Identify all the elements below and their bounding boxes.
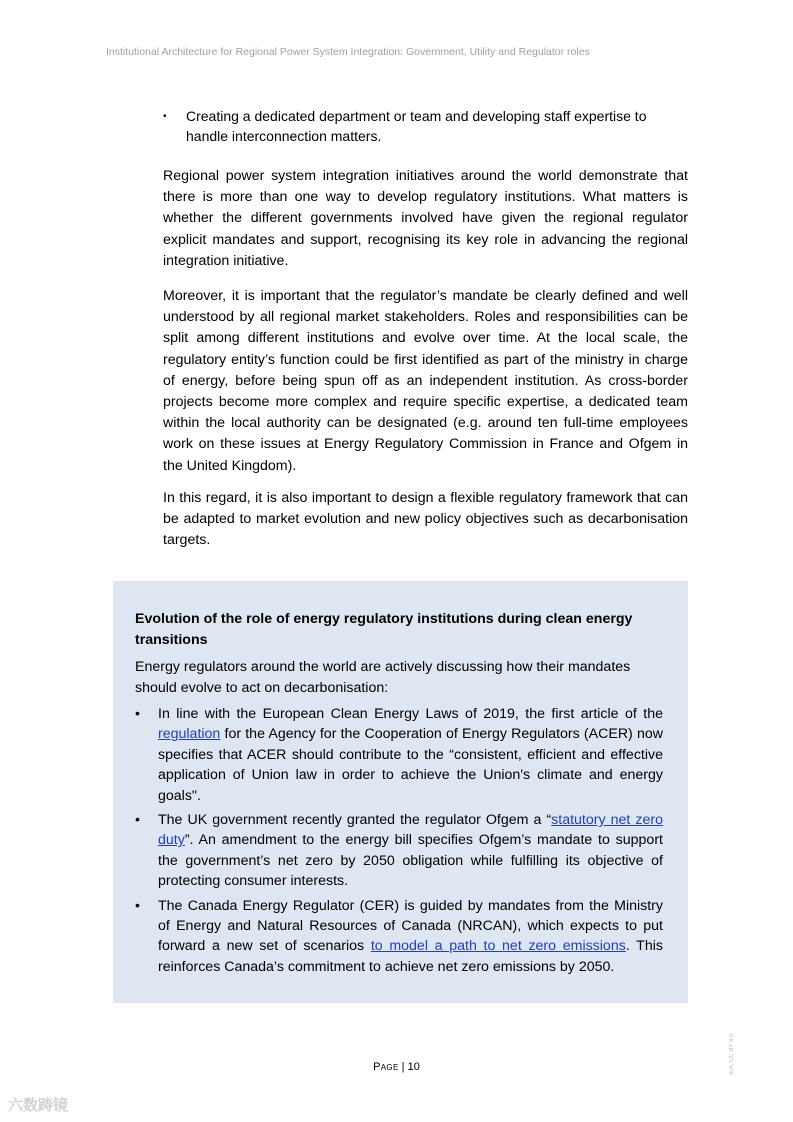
paragraph: Moreover, it is important that the regulator’s mandate be clearly defined and well understood by all regional market stakeholders. Roles and responsibilities can be split among different institutions and evolve over time. At the local scale, the regulatory entity’s function could be first identified as part of the ministry in charge of energy, before being spun off as an independent institution. As cross-border projects become more complex and require specific expertise, a dedicated team within the local authority can be designated (e.g. around ten full-time employees work on these issues at Energy Regulatory Commission in France and Ofgem in the United Kingdom). bbox=[163, 288, 688, 474]
item-text-after: . This reinforces Canada’s commitment to achieve net zero emissions by 2050. bbox=[158, 938, 663, 975]
bullet-icon: • bbox=[135, 897, 140, 914]
running-header: Institutional Architecture for Regional Power System Integration: Government, Utility and Regulator roles bbox=[106, 46, 590, 58]
statutory-net-zero-duty-link[interactable]: statutory net zero duty bbox=[158, 812, 663, 849]
paragraph: Regional power system integration initiatives around the world demonstrate that there is more than one way to develop regulatory institutions. What matters is whether the different governments involved have given the regional regulator explicit mandates and support, recognising its key role in advancing the regional integration initiative. bbox=[163, 168, 688, 269]
page-separator: | bbox=[398, 1061, 408, 1073]
page-label: Page bbox=[373, 1061, 399, 1073]
net-zero-path-link[interactable]: to model a path to net zero emissions bbox=[370, 938, 626, 955]
license-note: IEA. CC BY 4.0. bbox=[729, 1032, 735, 1075]
bullet-icon: • bbox=[135, 706, 140, 722]
item-text-before: In line with the European Clean Energy Laws of 2019, the first article of the bbox=[158, 706, 663, 722]
regulation-link[interactable]: regulation bbox=[158, 726, 221, 743]
box-bullet-list bbox=[135, 704, 663, 981]
info-box bbox=[113, 581, 688, 1003]
bullet-icon: • bbox=[163, 111, 167, 122]
list-item bbox=[135, 704, 663, 806]
paragraph: In this regard, it is also important to design a flexible regulatory framework that can be adapted to market evolution and new policy objectives such as decarbonisation targets. bbox=[163, 490, 688, 549]
item-text-before: The UK government recently granted the regulator Ofgem a “ bbox=[158, 812, 552, 829]
list-item bbox=[135, 810, 663, 892]
list-item bbox=[135, 896, 663, 978]
bullet-icon: • bbox=[135, 812, 140, 829]
item-text-after: ”. An amendment to the energy bill specifies Ofgem’s mandate to support the government’s net zero by 2050 obligation while fulfilling its objective of protecting consumer interests. bbox=[158, 832, 663, 890]
page-number: 10 bbox=[407, 1061, 420, 1073]
page-footer bbox=[0, 1061, 793, 1073]
box-intro: Energy regulators around the world are actively discussing how their mandates should evolve to act on decarbonisation: bbox=[135, 659, 631, 696]
item-text-before: The Canada Energy Regulator (CER) is guided by mandates from the Ministry of Energy and Natural Resources of Canada (NRCAN), which expects to put forward a new set of scenarios bbox=[158, 897, 663, 955]
box-title: Evolution of the role of energy regulatory institutions during clean energy transitions bbox=[135, 611, 633, 648]
top-bullet-item bbox=[163, 106, 688, 146]
watermark: 六数踌镜 bbox=[8, 1097, 69, 1114]
item-text-after: for the Agency for the Cooperation of Energy Regulators (ACER) now specifies that ACER should contribute to the “consistent, efficient and effective application of Union law in order to achieve the Union's climate and energy goals". bbox=[158, 726, 663, 804]
bullet-text: Creating a dedicated department or team and developing staff expertise to handle interconnection matters. bbox=[186, 108, 647, 144]
